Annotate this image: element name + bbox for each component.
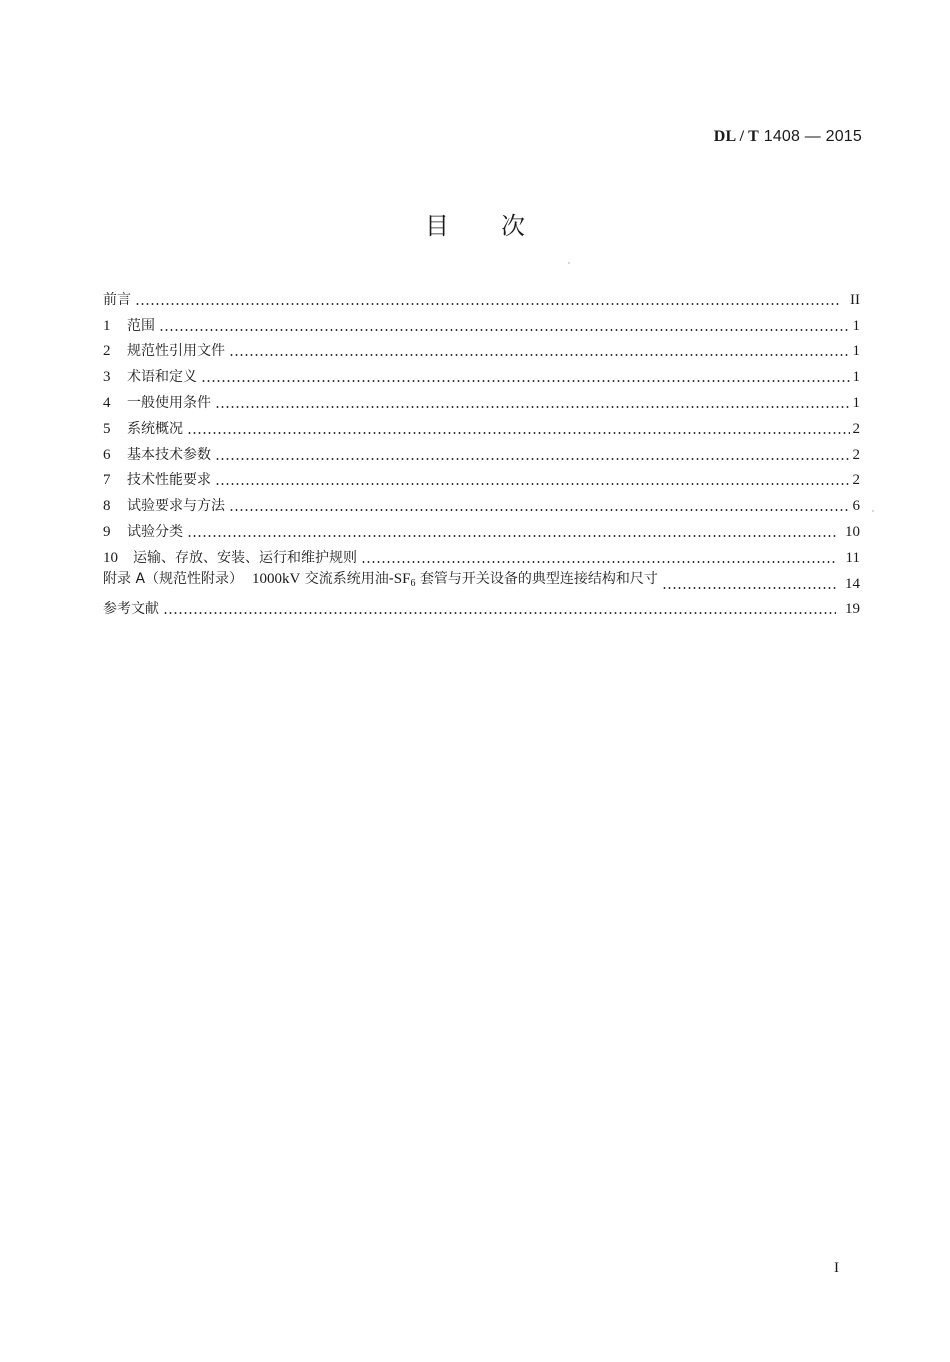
toc-entry-number: 1 [103,317,111,334]
toc-entry-1[interactable] [103,310,860,336]
title-char-2: 次 [501,212,525,240]
toc-entry-label: 技术性能要求 [127,472,211,489]
toc-entry-label: 试验分类 [127,523,183,540]
standard-code [714,128,862,146]
toc-entry-page: 1 [852,369,860,386]
standard-number: 1408 — 2015 [763,128,862,145]
toc-entry-number: 5 [103,420,111,437]
toc-entry-number: 4 [103,394,111,411]
toc-entry-label: 参考文献 [103,601,159,618]
table-of-contents [103,284,860,619]
standard-prefix: DL / T [713,128,760,145]
toc-entry-label: 试验要求与方法 [127,498,225,515]
leader-dots [159,329,850,331]
leader-dots [229,509,850,511]
toc-entry-number: 9 [103,523,111,540]
toc-entry-page: 2 [852,420,860,437]
page-number: I [834,1260,839,1276]
toc-entry-number: 8 [103,498,111,515]
toc-entry-appendix-a[interactable] [103,568,860,594]
toc-entry-4[interactable] [103,387,860,413]
toc-entry-page: II [850,291,860,308]
toc-entry-number: 2 [103,343,111,360]
toc-entry-page: 2 [852,446,860,463]
page-title [0,206,950,241]
toc-entry-label: 基本技术参数 [127,446,211,463]
toc-entry-label: 规范性引用文件 [127,343,225,360]
scan-speck [568,262,570,264]
leader-dots [215,458,850,460]
toc-entry-number: 6 [103,446,111,463]
toc-entry-6[interactable] [103,439,860,465]
toc-entry-page: 1 [852,317,860,334]
leader-dots [662,587,836,589]
toc-entry-2[interactable] [103,336,860,362]
toc-entry-8[interactable] [103,490,860,516]
toc-entry-3[interactable] [103,361,860,387]
leader-dots [187,432,850,434]
toc-entry-label: 前言 [103,291,131,308]
toc-entry-label: 运输、存放、安装、运行和维护规则 [133,549,357,566]
toc-entry-label: 一般使用条件 [127,394,211,411]
toc-entry-label: 范围 [127,317,155,334]
toc-entry-page: 14 [845,575,860,592]
leader-dots [163,612,836,614]
leader-dots [229,354,850,356]
toc-entry-page: 1 [852,343,860,360]
toc-entry-foreword[interactable] [103,284,860,310]
toc-entry-5[interactable] [103,413,860,439]
leader-dots [215,406,850,408]
toc-entry-number: 10 [103,549,118,566]
leader-dots [215,483,850,485]
title-char-1: 目 [425,212,449,240]
toc-entry-page: 11 [845,549,860,566]
toc-entry-page: 2 [852,472,860,489]
toc-entry-7[interactable] [103,465,860,491]
leader-dots [135,303,841,305]
toc-entry-label: 术语和定义 [127,369,197,386]
toc-entry-page: 1 [852,394,860,411]
toc-entry-page: 6 [852,498,860,515]
toc-entry-number: 7 [103,472,111,489]
toc-entry-label: 系统概况 [127,420,183,437]
toc-entry-page: 10 [845,523,860,540]
toc-entry-label: 附录 A（规范性附录） 1000kV 交流系统用油$-SF_6$ 套管与开关设备的典型连接结构和尺寸 [103,570,658,589]
toc-entry-references[interactable] [103,594,860,620]
toc-entry-page: 19 [845,601,860,618]
toc-entry-10[interactable] [103,542,860,568]
scan-speck [872,510,874,512]
toc-entry-9[interactable] [103,516,860,542]
toc-entry-number: 3 [103,369,111,386]
leader-dots [201,380,850,382]
leader-dots [187,535,836,537]
leader-dots [361,561,837,563]
